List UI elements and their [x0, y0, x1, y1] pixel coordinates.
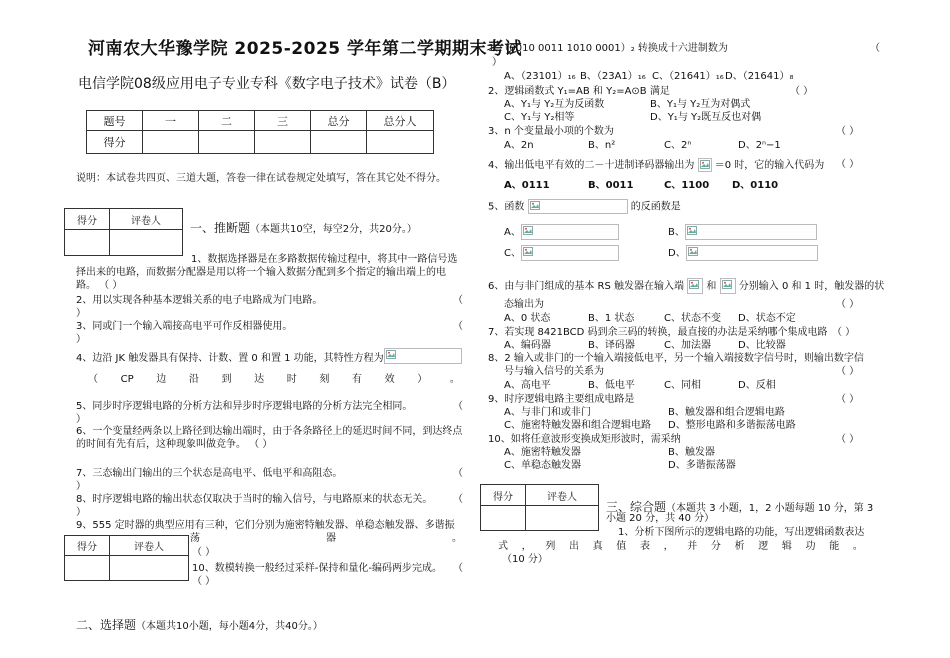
- mc-option[interactable]: A、（23101）₁₆: [504, 71, 576, 82]
- grader-name-input[interactable]: [110, 230, 183, 256]
- q-char: 辑: [781, 541, 792, 552]
- q-char: 真: [592, 541, 603, 552]
- mc-question-6: [488, 278, 884, 294]
- section2-info: （本题共10小题，每小题4分，共40分。）: [136, 621, 323, 632]
- mc-option[interactable]: D、反相: [738, 380, 776, 391]
- mc-option[interactable]: C、（21641）₁₆: [652, 71, 724, 82]
- broken-image-icon: [687, 226, 697, 235]
- answer-paren-close: ）: [76, 414, 86, 425]
- mc-question-9: 9、时序逻辑电路主要组成电路是: [488, 394, 635, 405]
- mc-option[interactable]: A、高电平: [504, 380, 551, 391]
- score-table-value-row: [87, 131, 434, 154]
- answer-paren[interactable]: （: [453, 295, 463, 306]
- mc-question-5-text: 的反函数是: [630, 201, 681, 213]
- equation-image: [686, 245, 818, 261]
- q-char: 析: [734, 541, 745, 552]
- mc-option[interactable]: [668, 245, 818, 261]
- q-char: 式: [498, 541, 508, 552]
- mc-option[interactable]: C、单稳态触发器: [504, 460, 581, 471]
- q-char: 分: [710, 541, 721, 552]
- grader-score-label: 得分: [65, 209, 110, 230]
- hint-char: 到: [221, 374, 232, 385]
- equation-image: [521, 224, 619, 240]
- mc-question-1: 1、（0010 0011 1010 0001）₂ 转换成十六进制数为: [488, 43, 728, 54]
- grader-table: [480, 484, 599, 531]
- grader-score-input[interactable]: [481, 506, 526, 531]
- q-char: 。: [852, 541, 863, 552]
- grader-score-input[interactable]: [65, 230, 110, 256]
- mc-option[interactable]: A、与非门和或非门: [504, 407, 591, 418]
- tf-question-9-char: 。: [452, 533, 462, 544]
- answer-paren[interactable]: （: [453, 321, 463, 332]
- mc-option-label: A、: [504, 227, 521, 238]
- score-cell: 总分人: [367, 111, 434, 131]
- grader-score-input[interactable]: [65, 556, 110, 581]
- section3-title: 三、综合题: [606, 500, 667, 514]
- mc-option[interactable]: A、2n: [504, 140, 534, 151]
- tf-question-3: 3、同或门一个输入端接高电平可作反相器使用。: [76, 321, 293, 332]
- hint-char: 时: [286, 374, 297, 385]
- answer-paren[interactable]: （ ）: [832, 327, 856, 338]
- mc-option-label: C、: [504, 248, 521, 259]
- equation-image: [521, 245, 619, 261]
- tf-question-9-char: 器: [326, 533, 336, 544]
- answer-paren-close: ）: [76, 507, 86, 518]
- equation-image: [685, 224, 817, 240]
- tf-question-2: 2、用以实现各种基本逻辑关系的电子电路成为门电路。: [76, 295, 323, 306]
- tf-question-9: 9、555 定时器的典型应用有三种，它们分别为施密特触发器、单稳态触发器、多谐振: [76, 520, 455, 531]
- mc-question-3: 3、n 个变量最小项的个数为: [488, 126, 614, 137]
- answer-paren-close: ）: [76, 308, 86, 319]
- section3-info: （本题共 3 小题，1，2 小题每题 10 分，第 3: [666, 503, 874, 514]
- score-table-header-row: [87, 111, 434, 131]
- mc-option[interactable]: C、同相: [664, 380, 701, 391]
- grader-name-label: 评卷人: [110, 536, 189, 556]
- mc-option[interactable]: A、Y₁与 Y₂互为反函数: [504, 99, 605, 110]
- mc-question-5: [488, 199, 681, 214]
- comp-question-1-cont: [498, 540, 863, 553]
- mc-option[interactable]: B、译码器: [588, 340, 635, 351]
- grader-name-input[interactable]: [110, 556, 189, 581]
- answer-paren-close: ）: [76, 334, 86, 345]
- tf-question-5: 5、同步时序逻辑电路的分析方法和异步时序逻辑电路的分析方法完全相同。: [76, 401, 413, 412]
- mc-question-7: 7、若实现 8421BCD 码到余三码的转换，最直接的办法是采纳哪个集成电路: [488, 327, 828, 338]
- mc-question-8: 8、2 输入或非门的一个输入端接低电平，另一个输入端接数字信号时，则输出数字信: [488, 353, 864, 364]
- q-char: 出: [568, 541, 579, 552]
- mc-option[interactable]: C、1100: [664, 180, 710, 191]
- mc-option[interactable]: C、Y₁与 Y₂相等: [504, 112, 575, 123]
- mc-option[interactable]: C、加法器: [664, 340, 711, 351]
- score-cell: 总分: [311, 111, 367, 131]
- broken-image-icon: [688, 247, 698, 256]
- score-input-cell[interactable]: [143, 131, 199, 154]
- mc-question-5-text: 5、函数: [488, 201, 525, 213]
- score-table: [86, 110, 434, 154]
- answer-paren[interactable]: （: [453, 468, 463, 479]
- mc-option[interactable]: C、状态不变: [664, 313, 721, 324]
- broken-image-icon: [689, 280, 699, 289]
- section1-title: 一、推断题: [190, 221, 251, 235]
- score-input-cell[interactable]: [367, 131, 434, 154]
- score-input-cell[interactable]: [255, 131, 311, 154]
- mc-option[interactable]: C、2ⁿ: [664, 140, 692, 151]
- mc-question-2: 2、逻辑函数式 Y₁=AB 和 Y₂=A⊙B 满足: [488, 86, 670, 97]
- mc-option[interactable]: B、触发器和组合逻辑电路: [668, 407, 785, 418]
- q-char: 逻: [758, 541, 769, 552]
- mc-option[interactable]: D、Y₁与 Y₂既互反也对偶: [650, 112, 762, 123]
- tf-question-1: 1、数据选择器是在多路数据传输过程中，将其中一路信号选择出来的电路，而数据分配器是用以将一个输入数据分配到多个指定的输出端上的电路。 （ ）: [76, 254, 458, 291]
- hint-char: CP: [120, 374, 134, 385]
- mc-question-6-cont: 态输出为: [504, 299, 544, 310]
- answer-paren[interactable]: （: [870, 43, 880, 54]
- mc-option[interactable]: D、整形电路和多谐振荡电路: [668, 420, 796, 431]
- section1-heading: [190, 217, 417, 236]
- broken-image-icon: [386, 350, 396, 359]
- exam-note: 说明：本试卷共四页、三道大题，答卷一律在试卷规定处填写，答在其它处不得分。: [76, 173, 446, 184]
- mc-question-4: [488, 158, 824, 172]
- mc-option[interactable]: B、触发器: [668, 447, 715, 458]
- hint-char: 刻: [319, 374, 330, 385]
- mc-option[interactable]: D、多谐振荡器: [668, 460, 736, 471]
- mc-option[interactable]: B、0011: [588, 180, 634, 191]
- tf-question-7: 7、三态输出门输出的三个状态是高电平、低电平和高阻态。: [76, 468, 343, 479]
- mc-option-label: B、: [668, 227, 685, 238]
- equation-image: [687, 278, 703, 294]
- grader-name-label: 评卷人: [110, 209, 183, 230]
- broken-image-icon: [523, 226, 533, 235]
- mc-option-label: D、: [668, 248, 686, 259]
- mc-option[interactable]: [668, 224, 817, 240]
- section2-heading: [76, 614, 323, 633]
- mc-question-10: 10、如将任意波形变换成矩形波时，需采纳: [488, 434, 681, 445]
- mc-option[interactable]: D、0110: [732, 180, 779, 191]
- grader-score-label: 得分: [481, 485, 526, 506]
- tf-question-4-hint: [88, 373, 460, 386]
- hint-char: 达: [254, 374, 265, 385]
- score-input-cell[interactable]: [199, 131, 255, 154]
- comp-question-1-points: （10 分）: [502, 554, 548, 565]
- mc-option[interactable]: B、低电平: [588, 380, 635, 391]
- grader-name-input[interactable]: [526, 506, 599, 531]
- tf-question-8: 8、时序逻辑电路的输出状态仅取决于当时的输入信号，与电路原来的状态无关。: [76, 494, 433, 505]
- mc-option[interactable]: A、0 状态: [504, 313, 551, 324]
- tf-question-10: 10、数模转换一般经过采样-保持和量化-编码两步完成。: [192, 563, 442, 574]
- q-char: 能: [829, 541, 840, 552]
- answer-paren[interactable]: （ ）: [790, 86, 814, 97]
- comp-question-1: 1、分析下图所示的逻辑电路的功能，写出逻辑函数表达: [618, 527, 865, 538]
- answer-paren[interactable]: （: [453, 401, 463, 412]
- equation-image: [528, 199, 628, 214]
- answer-paren[interactable]: （ ）: [836, 434, 860, 445]
- tf-question-6: 6、一个变量经两条以上路径到达输出端时，由于各条路径上的延迟时间不同，到达终点的时间有先有后，这种现象叫做竞争。 （ ）: [76, 426, 463, 450]
- equation-image: [384, 348, 462, 364]
- score-cell: 一: [143, 111, 199, 131]
- mc-option[interactable]: D、2ⁿ−1: [738, 140, 781, 151]
- answer-paren[interactable]: （ ）: [192, 576, 216, 587]
- grader-score-label: 得分: [65, 536, 110, 556]
- broken-image-icon: [530, 201, 540, 210]
- mc-option[interactable]: A、0111: [504, 180, 550, 191]
- score-cell: 题号: [87, 111, 143, 131]
- broken-image-icon: [722, 280, 732, 289]
- score-input-cell[interactable]: [311, 131, 367, 154]
- answer-paren[interactable]: （ ）: [836, 394, 860, 405]
- section2-title: 二、选择题: [76, 618, 137, 632]
- mc-option[interactable]: C、施密特触发器和组合逻辑电路: [504, 420, 651, 431]
- q-char: 值: [616, 541, 627, 552]
- answer-paren[interactable]: （: [453, 563, 463, 574]
- q-char: 功: [805, 541, 816, 552]
- answer-paren[interactable]: （ ）: [192, 547, 216, 558]
- mc-option[interactable]: D、比较器: [738, 340, 786, 351]
- broken-image-icon: [700, 160, 710, 169]
- answer-paren[interactable]: （ ）: [836, 366, 860, 377]
- hint-char: （: [88, 374, 98, 385]
- section1-info: （本题共10空，每空2分，共20分。）: [250, 224, 417, 235]
- q-char: 并: [687, 541, 698, 552]
- score-cell: 得分: [87, 131, 143, 154]
- mc-option[interactable]: B、n²: [588, 140, 616, 151]
- score-cell: 二: [199, 111, 255, 131]
- mc-option[interactable]: B、1 状态: [588, 313, 635, 324]
- mc-option[interactable]: B、Y₁与 Y₂互为对偶式: [650, 99, 751, 110]
- answer-paren[interactable]: （ ）: [836, 126, 860, 137]
- hint-char: 效: [384, 374, 395, 385]
- q-char: 列: [545, 541, 556, 552]
- answer-paren-close: ）: [76, 481, 86, 492]
- mc-option[interactable]: [504, 245, 619, 261]
- hint-char: 边: [156, 374, 167, 385]
- mc-option[interactable]: D、（21641）₈: [725, 71, 794, 82]
- grader-name-label: 评卷人: [526, 485, 599, 506]
- exam-subtitle: 电信学院08级应用电子专业专科《数字电子技术》试卷（B）: [78, 76, 456, 92]
- hint-char: ）: [417, 374, 428, 385]
- score-cell: 三: [255, 111, 311, 131]
- broken-image-icon: [523, 247, 533, 256]
- exam-title: 河南农大华豫学院 2025-2025 学年第二学期期末考试: [88, 39, 523, 59]
- equation-image: [720, 278, 736, 294]
- mc-question-8-cont: 号与输入信号的关系为: [504, 366, 604, 377]
- answer-paren[interactable]: （: [453, 494, 463, 505]
- grader-table: [64, 535, 189, 581]
- answer-paren-close: ）: [492, 57, 502, 68]
- hint-char: 。: [449, 374, 460, 385]
- grader-table: [64, 208, 183, 256]
- tf-question-9-char: 荡: [190, 533, 200, 544]
- equation-image: [698, 158, 712, 172]
- mc-question-6-text: 和: [706, 281, 717, 292]
- mc-option[interactable]: [504, 224, 619, 240]
- mc-question-6-text: 分别输入 0 和 1 时，触发器的状: [738, 281, 885, 292]
- q-char: ，: [521, 541, 532, 552]
- answer-paren[interactable]: （ ）: [836, 299, 860, 310]
- answer-paren[interactable]: （ ）: [836, 159, 860, 170]
- q-char: ，: [663, 541, 674, 552]
- mc-question-4-text: 4、输出低电平有效的二－十进制译码器输出为: [488, 160, 695, 171]
- section3-info-cont: 小题 20 分，共 40 分）: [606, 513, 715, 524]
- mc-option[interactable]: D、状态不定: [738, 313, 796, 324]
- mc-option[interactable]: A、施密特触发器: [504, 447, 581, 458]
- hint-char: 有: [352, 374, 363, 385]
- tf-question-4: 4、边沿 JK 触发器具有保持、计数、置 0 和置 1 功能，其特性方程为: [76, 353, 384, 364]
- mc-option[interactable]: B、（23A1）₁₆: [580, 71, 646, 82]
- mc-question-4-text: ＝0 时，它的输入代码为: [714, 160, 825, 171]
- hint-char: 沿: [188, 374, 199, 385]
- mc-option[interactable]: A、编码器: [504, 340, 551, 351]
- mc-question-6-text: 6、由与非门组成的基本 RS 触发器在输入端: [488, 281, 685, 292]
- q-char: 表: [639, 541, 650, 552]
